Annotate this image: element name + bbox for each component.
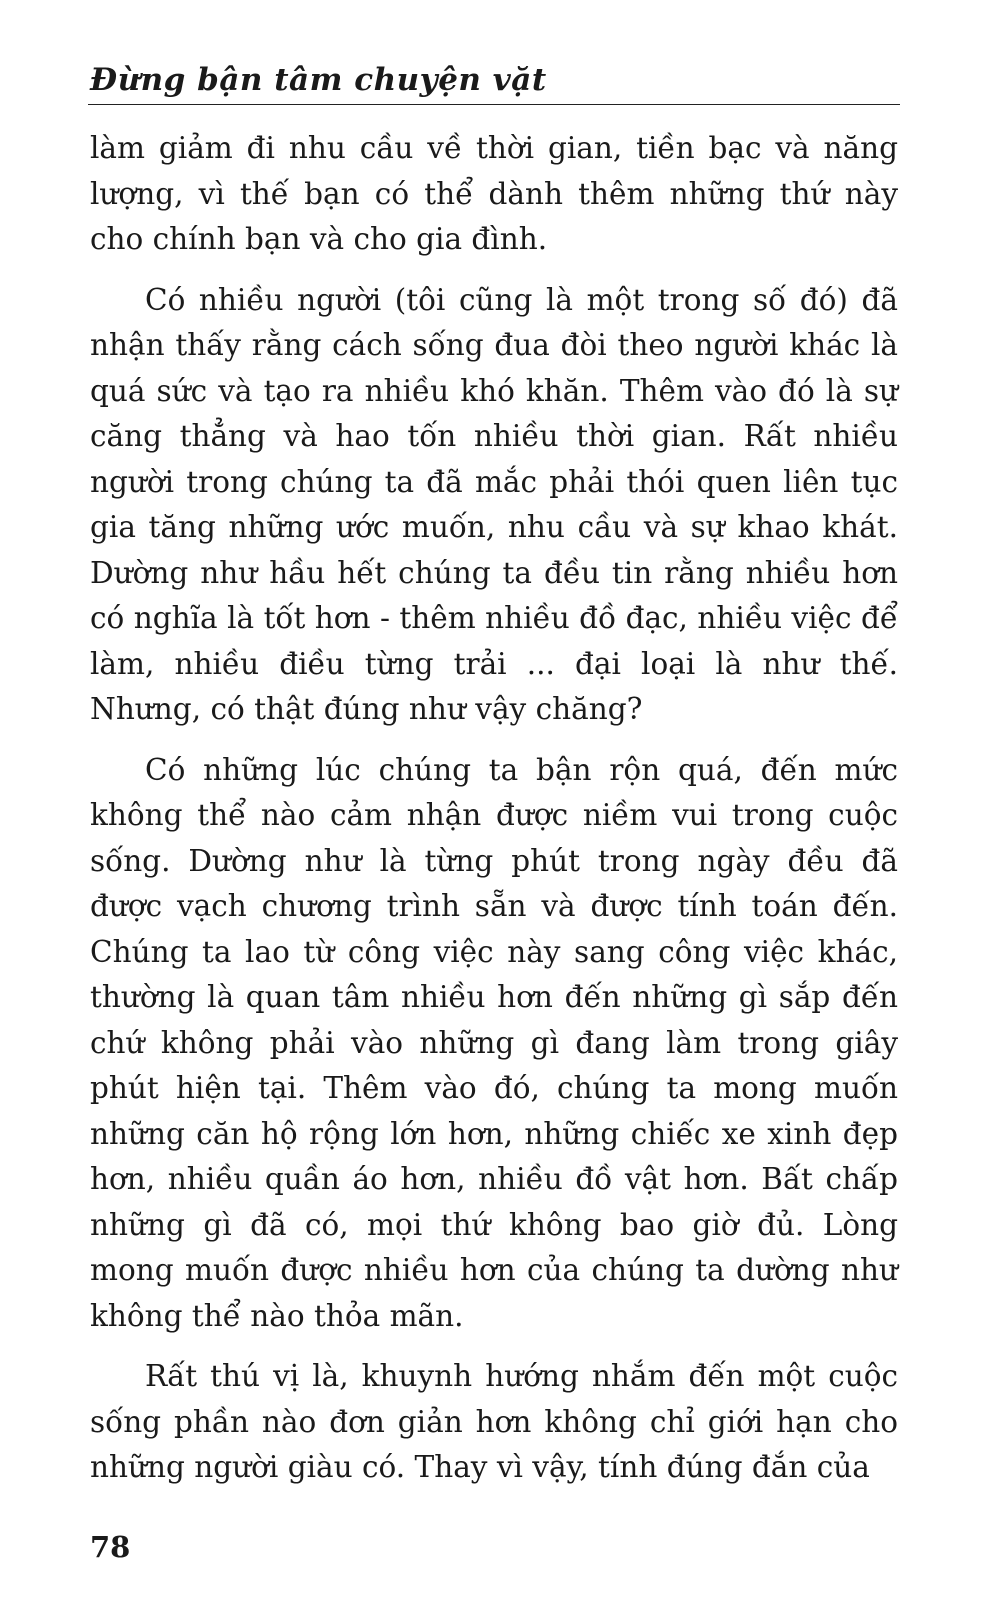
page-number: 78 (90, 1530, 131, 1564)
paragraph-continued: làm giảm đi nhu cầu về thời gian, tiền bạc và năng lượng, vì thế bạn có thể dành thêm những thứ này cho chính bạn và cho gia đình. (90, 131, 898, 256)
running-title: Đừng bận tâm chuyện vặt (90, 62, 547, 98)
paragraph: Rất thú vị là, khuynh hướng nhắm đến một cuộc sống phần nào đơn giản hơn không chỉ giới hạn cho những người giàu có. Thay vì vậy, tính đúng đắn của (90, 1359, 898, 1484)
body-text (90, 126, 898, 1506)
paragraph: Có nhiều người (tôi cũng là một trong số đó) đã nhận thấy rằng cách sống đua đòi theo người khác là quá sức và tạo ra nhiều khó khăn. Thêm vào đó là sự căng thẳng và hao tốn nhiều thời gian. Rất nhiều người trong chúng ta đã mắc phải thói quen liên tục gia tăng những ước muốn, nhu cầu và sự khao khát. Dường như hầu hết chúng ta đều tin rằng nhiều hơn có nghĩa là tốt hơn - thêm nhiều đồ đạc, nhiều việc để làm, nhiều điều từng trải ... đại loại là như thế. Nhưng, có thật đúng như vậy chăng? (90, 282, 898, 726)
running-header (88, 52, 900, 105)
paragraph: Có những lúc chúng ta bận rộn quá, đến mức không thể nào cảm nhận được niềm vui trong cuộc sống. Dường như là từng phút trong ngày đều đã được vạch chương trình sẵn và được tính toán đến. Chúng ta lao từ công việc này sang công việc khác, thường là quan tâm nhiều hơn đến những gì sắp đến chứ không phải vào những gì đang làm trong giây phút hiện tại. Thêm vào đó, chúng ta mong muốn những căn hộ rộng lớn hơn, những chiếc xe xinh đẹp hơn, nhiều quần áo hơn, nhiều đồ vật hơn. Bất chấp những gì đã có, mọi thứ không bao giờ đủ. Lòng mong muốn được nhiều hơn của chúng ta dường như không thể nào thỏa mãn. (90, 752, 898, 1333)
